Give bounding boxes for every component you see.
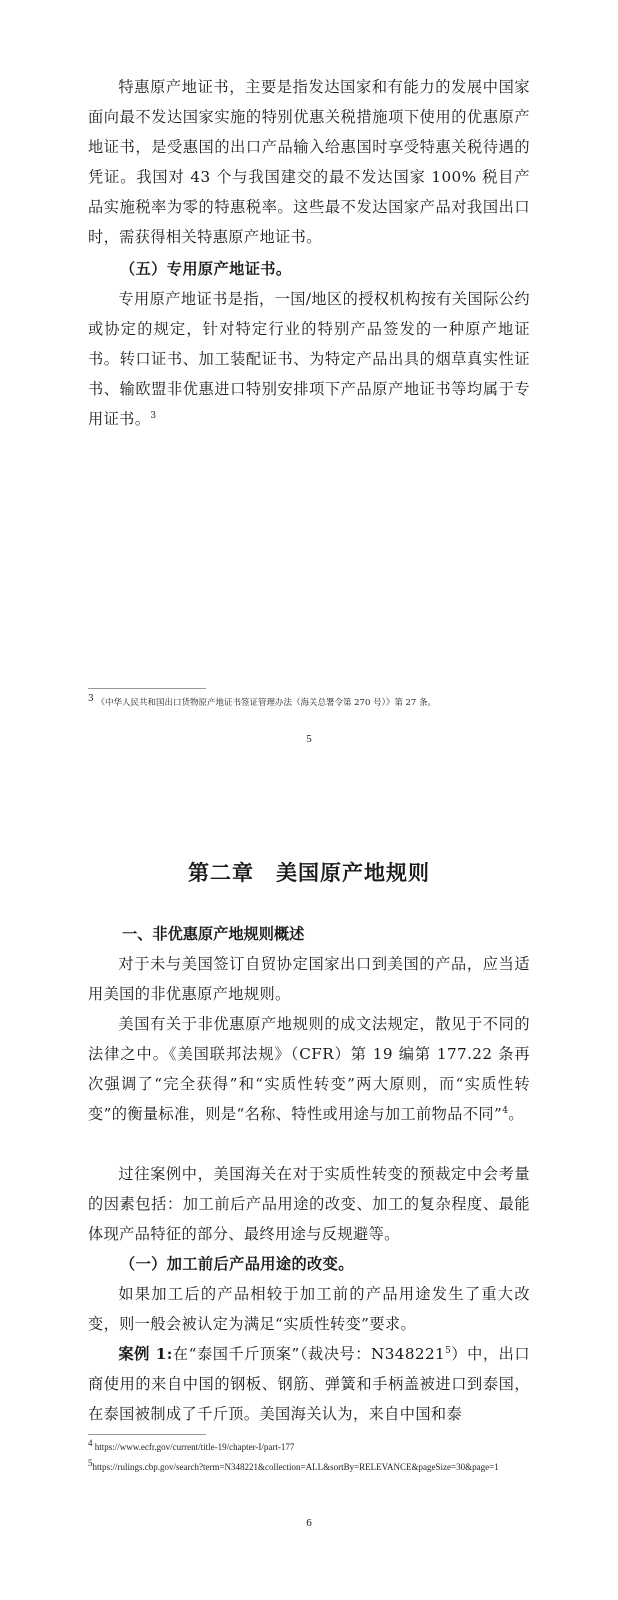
- case-text-b: ）中，出口商使用的来自中国的钢板、钢筋、弹簧和手柄盖被进口到泰国，在泰国被制成了千斤顶。美国海关认为，来自中国和泰: [88, 1345, 530, 1423]
- paragraph-preferential-certificate: 特惠原产地证书，主要是指发达国家和有能力的发展中国家面向最不发达国家实施的特别优惠关税措施项下使用的优惠原产地证书，是受惠国的出口产品输入给惠国时享受特惠关税待遇的凭证。我国对 43 个与我国建交的最不发达国家 100% 税目产品实施税率为零的特惠税率。这些最不发达国家产品对我国出口时，需获得相关特惠原产地证书。: [88, 78, 530, 246]
- footnote-separator: [88, 688, 206, 689]
- paragraph-use-change: 如果加工后的产品相较于加工前的产品用途发生了重大改变，则一般会被认定为满足“实质性转变”要求。: [88, 1285, 530, 1333]
- page-number: 5: [306, 733, 312, 745]
- footnote-separator: [88, 1434, 206, 1435]
- paragraph-special-certificate: [88, 284, 530, 434]
- paragraph-non-preferential: 对于未与美国签订自贸协定国家出口到美国的产品，应当适用美国的非优惠原产地规则。: [88, 955, 530, 1003]
- case-text-a: 在“泰国千斤顶案”（裁决号：N348221: [172, 1345, 446, 1363]
- footnote-ref-4[interactable]: 4: [502, 1105, 509, 1116]
- heading-special-certificate: （五）专用原产地证书。: [120, 260, 292, 278]
- footnote-5: [88, 1456, 538, 1478]
- footnote-mark: 5: [88, 1458, 93, 1468]
- footnote-ref-3[interactable]: 3: [150, 410, 157, 421]
- paragraph-text: 美国有关于非优惠原产地规则的成文法规定，散见于不同的法律之中。《美国联邦法规》（CFR）第 19 编第 177.22 条再次强调了“完全获得”和“实质性转变”两大原则，而“实质性转变”的衡量标准，则是“名称、特性或用途与加工前物品不同”: [88, 1015, 530, 1123]
- case-label: 案例 1:: [118, 1345, 173, 1363]
- footnote-text: 《中华人民共和国出口货物原产地证书签证管理办法（海关总署令第 270 号）》第 27 条。: [96, 698, 437, 708]
- paragraph-text: 专用原产地证书是指，一国/地区的授权机构按有关国际公约或协定的规定，针对特定行业的特别产品签发的一种原产地证书。转口证书、加工装配证书、为特定产品出具的烟草真实性证书、输欧盟非优惠进口特别安排项下产品原产地证书等均属于专用证书。: [88, 290, 530, 428]
- page-6: [0, 800, 618, 1600]
- heading-use-change: （一）加工前后产品用途的改变。: [120, 1255, 354, 1273]
- paragraph-case-1: [88, 1339, 530, 1429]
- footnote-mark: 3: [88, 694, 94, 705]
- footnote-link[interactable]: https://www.ecfr.gov/current/title-19/chapter-I/part-177: [94, 1442, 295, 1452]
- page-number: 6: [306, 1517, 312, 1529]
- paragraph-end: 。: [508, 1105, 524, 1123]
- footnote-4: [88, 1436, 538, 1458]
- chapter-title: 第二章 美国原产地规则: [188, 860, 430, 885]
- paragraph-cfr: [88, 1009, 530, 1129]
- paragraph-factors: 过往案例中，美国海关在对于实质性转变的预裁定中会考量的因素包括：加工前后产品用途的改变、加工的复杂程度、最能体现产品特征的部分、最终用途与反规避等。: [88, 1165, 530, 1243]
- footnote-ref-5[interactable]: 5: [445, 1345, 452, 1356]
- footnote-3: [88, 694, 538, 712]
- footnote-mark: 4: [88, 1438, 93, 1448]
- footnote-link[interactable]: https://rulings.cbp.gov/search?term=N348221&collection=ALL&sortBy=RELEVANCE&pageSize=30&page=1: [92, 1462, 499, 1472]
- section-heading: 一、非优惠原产地规则概述: [122, 925, 305, 943]
